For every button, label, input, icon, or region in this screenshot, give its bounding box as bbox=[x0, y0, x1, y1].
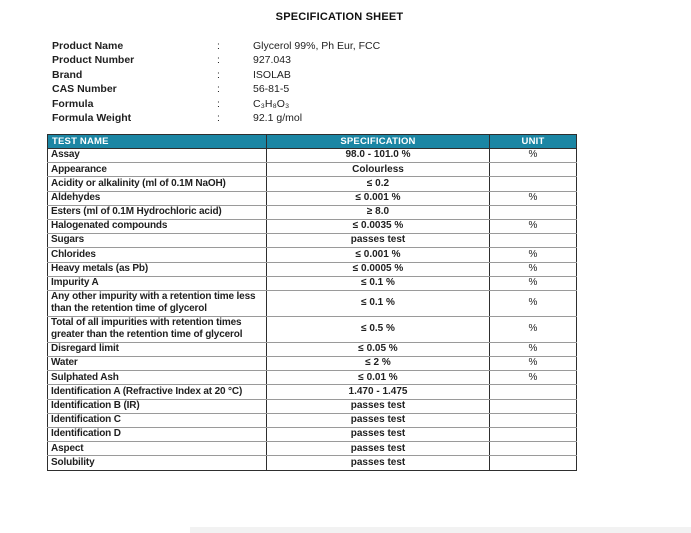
table-row bbox=[48, 248, 577, 262]
specification-cell: ≤ 0.001 % bbox=[267, 248, 490, 262]
product-field bbox=[52, 111, 472, 125]
colon-separator: : bbox=[217, 54, 220, 67]
specification-cell: Colourless bbox=[267, 163, 490, 177]
test-name-cell: Any other impurity with a retention time less than the retention time of glycerol bbox=[48, 290, 267, 316]
unit-cell: % bbox=[490, 276, 577, 290]
specification-cell: passes test bbox=[267, 234, 490, 248]
table-row bbox=[48, 456, 577, 470]
product-field-label: Product Name bbox=[52, 40, 124, 52]
test-name-cell: Identification A (Refractive Index at 20 °C) bbox=[48, 385, 267, 399]
test-name-cell: Water bbox=[48, 357, 267, 371]
colon-separator: : bbox=[217, 83, 220, 96]
product-field-label: Brand bbox=[52, 68, 83, 81]
product-field bbox=[52, 53, 472, 67]
test-name-cell: Sulphated Ash bbox=[48, 371, 267, 385]
unit-cell: % bbox=[490, 290, 577, 316]
product-field-value: ISOLAB bbox=[253, 68, 291, 81]
test-name-cell: Total of all impurities with retention times greater than the retention time of glycerol bbox=[48, 316, 267, 342]
test-name-cell: Identification C bbox=[48, 413, 267, 427]
specification-cell: ≤ 0.5 % bbox=[267, 316, 490, 342]
spec-table-body bbox=[48, 149, 577, 471]
product-field bbox=[52, 68, 472, 82]
table-row bbox=[48, 371, 577, 385]
unit-cell: % bbox=[490, 262, 577, 276]
test-name-cell: Heavy metals (as Pb) bbox=[48, 262, 267, 276]
table-row bbox=[48, 413, 577, 427]
page-title: SPECIFICATION SHEET bbox=[275, 11, 404, 23]
unit-cell: % bbox=[490, 357, 577, 371]
test-name-cell: Chlorides bbox=[48, 248, 267, 262]
unit-cell: % bbox=[490, 248, 577, 262]
specification-cell: 1.470 - 1.475 bbox=[267, 385, 490, 399]
product-field-label: CAS Number bbox=[52, 83, 117, 96]
unit-cell: % bbox=[490, 316, 577, 342]
scan-edge-shadow bbox=[190, 527, 691, 533]
table-row bbox=[48, 163, 577, 177]
test-name-cell: Sugars bbox=[48, 234, 267, 248]
specification-cell: ≤ 0.05 % bbox=[267, 342, 490, 356]
table-row bbox=[48, 385, 577, 399]
test-name-cell: Identification B (IR) bbox=[48, 399, 267, 413]
product-field-value: C₃H₈O₃ bbox=[253, 97, 290, 110]
unit-cell bbox=[490, 177, 577, 191]
table-row bbox=[48, 442, 577, 456]
specification-cell: ≤ 0.0035 % bbox=[267, 219, 490, 233]
unit-cell bbox=[490, 205, 577, 219]
colon-separator: : bbox=[217, 97, 220, 110]
table-row bbox=[48, 342, 577, 356]
specification-cell: ≤ 0.001 % bbox=[267, 191, 490, 205]
column-header-unit: UNIT bbox=[490, 135, 577, 149]
specification-cell: passes test bbox=[267, 413, 490, 427]
test-name-cell: Aspect bbox=[48, 442, 267, 456]
table-row bbox=[48, 316, 577, 342]
specification-cell: ≤ 0.01 % bbox=[267, 371, 490, 385]
unit-cell bbox=[490, 163, 577, 177]
colon-separator: : bbox=[217, 40, 220, 52]
colon-separator: : bbox=[217, 68, 220, 81]
unit-cell: % bbox=[490, 371, 577, 385]
product-field-value: 92.1 g/mol bbox=[253, 111, 303, 124]
product-field bbox=[52, 39, 472, 53]
table-row bbox=[48, 234, 577, 248]
table-row bbox=[48, 177, 577, 191]
unit-cell bbox=[490, 456, 577, 470]
test-name-cell: Halogenated compounds bbox=[48, 219, 267, 233]
specification-cell: passes test bbox=[267, 456, 490, 470]
table-row bbox=[48, 149, 577, 163]
product-field-label: Formula bbox=[52, 97, 94, 110]
column-header-specification: SPECIFICATION bbox=[267, 135, 490, 149]
unit-cell bbox=[490, 413, 577, 427]
unit-cell bbox=[490, 399, 577, 413]
product-field-value: 56-81-5 bbox=[253, 83, 290, 96]
specification-cell: ≤ 0.1 % bbox=[267, 276, 490, 290]
test-name-cell: Esters (ml of 0.1M Hydrochloric acid) bbox=[48, 205, 267, 219]
spec-table-header-row bbox=[48, 135, 577, 149]
specification-cell: passes test bbox=[267, 442, 490, 456]
spec-table bbox=[47, 134, 577, 471]
table-row bbox=[48, 276, 577, 290]
table-row bbox=[48, 357, 577, 371]
table-row bbox=[48, 191, 577, 205]
test-name-cell: Disregard limit bbox=[48, 342, 267, 356]
specification-cell: ≤ 0.0005 % bbox=[267, 262, 490, 276]
test-name-cell: Acidity or alkalinity (ml of 0.1M NaOH) bbox=[48, 177, 267, 191]
table-row bbox=[48, 205, 577, 219]
test-name-cell: Assay bbox=[48, 149, 267, 163]
specification-cell: ≤ 0.1 % bbox=[267, 290, 490, 316]
specification-cell: 98.0 - 101.0 % bbox=[267, 149, 490, 163]
table-row bbox=[48, 262, 577, 276]
specification-cell: passes test bbox=[267, 428, 490, 442]
product-field bbox=[52, 97, 472, 111]
table-row bbox=[48, 428, 577, 442]
table-row bbox=[48, 219, 577, 233]
unit-cell: % bbox=[490, 191, 577, 205]
test-name-cell: Identification D bbox=[48, 428, 267, 442]
table-row bbox=[48, 399, 577, 413]
table-row bbox=[48, 290, 577, 316]
product-field-value: Glycerol 99%, Ph Eur, FCC bbox=[253, 40, 381, 52]
specification-cell: ≥ 8.0 bbox=[267, 205, 490, 219]
unit-cell: % bbox=[490, 219, 577, 233]
unit-cell: % bbox=[490, 149, 577, 163]
unit-cell bbox=[490, 234, 577, 248]
unit-cell bbox=[490, 428, 577, 442]
product-field bbox=[52, 82, 472, 96]
test-name-cell: Impurity A bbox=[48, 276, 267, 290]
specification-cell: ≤ 0.2 bbox=[267, 177, 490, 191]
specification-cell: passes test bbox=[267, 399, 490, 413]
product-field-value: 927.043 bbox=[253, 54, 291, 67]
column-header-test-name: TEST NAME bbox=[48, 135, 267, 149]
spec-table-head bbox=[48, 135, 577, 149]
unit-cell bbox=[490, 442, 577, 456]
unit-cell: % bbox=[490, 342, 577, 356]
test-name-cell: Appearance bbox=[48, 163, 267, 177]
colon-separator: : bbox=[217, 111, 220, 124]
specification-cell: ≤ 2 % bbox=[267, 357, 490, 371]
product-info bbox=[52, 39, 472, 125]
test-name-cell: Aldehydes bbox=[48, 191, 267, 205]
product-field-label: Formula Weight bbox=[52, 111, 132, 124]
unit-cell bbox=[490, 385, 577, 399]
test-name-cell: Solubility bbox=[48, 456, 267, 470]
product-field-label: Product Number bbox=[52, 54, 135, 67]
